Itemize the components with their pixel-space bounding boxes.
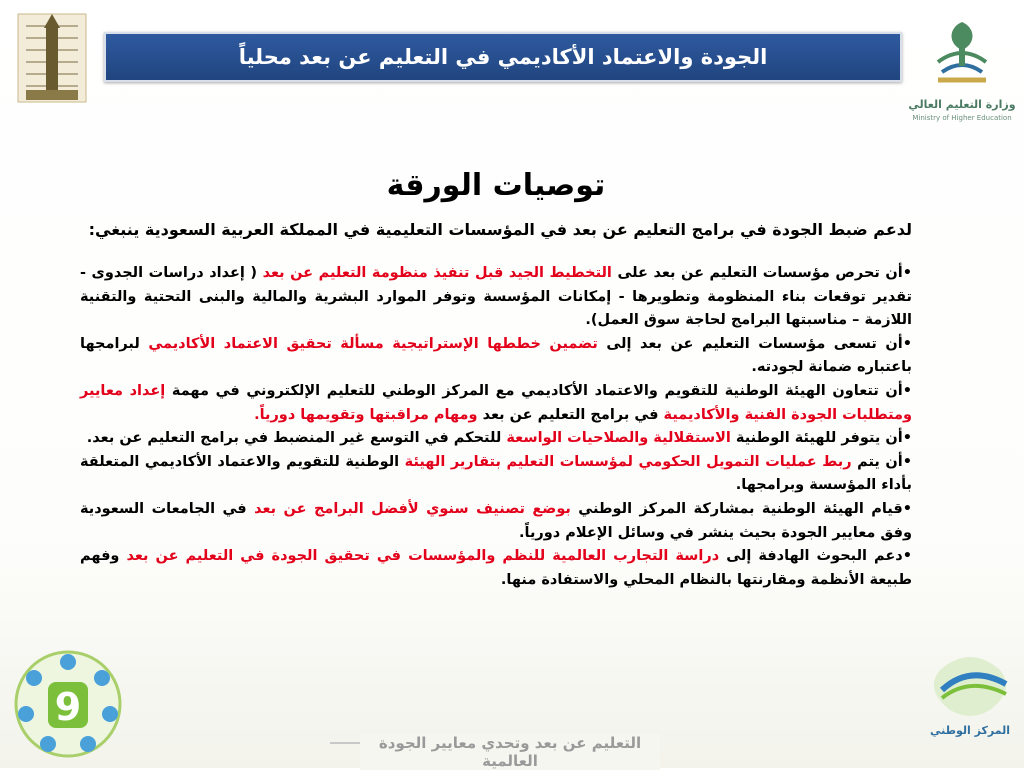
intro-paragraph: لدعم ضبط الجودة في برامج التعليم عن بعد في المؤسسات التعليمية في المملكة العربية السعودية ينبغي: [88,220,912,239]
ministry-emblem-icon [908,14,1016,98]
national-center-name: المركز الوطني [930,724,1010,737]
bullet-highlight: ومهام مراقبتها وتقويمها دورياً. [254,406,478,423]
bullet-highlight: الاستقلالية والصلاحيات الواسعة [506,430,731,447]
bullet-highlight: تضمين خططها الإستراتيجية مسألة تحقيق الاعتماد الأكاديمي [148,335,598,352]
bullet-text: للتحكم في التوسع غير المنضبط في برامج التعليم عن بعد. [86,430,507,447]
page-title: الجودة والاعتماد الأكاديمي في التعليم عن بعد محلياً [238,45,768,69]
ministry-logo [908,14,1016,124]
section-title: توصيات الورقة [386,168,606,203]
national-center-emblem-icon [920,640,1020,724]
bullet-item [80,333,912,380]
bullet-highlight: إعداد معايير ومتطلبات الجودة الفنية والأكاديمية [80,382,912,423]
bullet-text: •أن تتعاون الهيئة الوطنية للتقويم والاعتماد الأكاديمي مع المركز الوطني للتعليم الإلكتروني في مهمة [165,382,912,399]
mosque-emblem-icon [16,12,88,104]
ministry-name-en: Ministry of Higher Education [912,114,1012,122]
bullet-text: •أن تحرص مؤسسات التعليم عن بعد على [611,265,912,281]
bullet-item [80,498,912,545]
recommendations-content [80,168,912,592]
bullet-text: في الجامعات السعودية وفق معايير الجودة بحيث ينشر في وسائل الإعلام دورياً. [80,500,912,541]
bullet-item [80,545,912,592]
bullet-text: لبرامجها باعتباره ضمانة لجودته. [80,335,912,376]
bullet-text: •قيام الهيئة الوطنية بمشاركة المركز الوطني [570,500,912,517]
bullet-highlight: دراسة التجارب العالمية للنظم والمؤسسات في تحقيق الجودة في التعليم عن بعد [126,548,720,565]
ministry-name: وزارة التعليم العالي [908,98,1016,111]
bullet-text: ( إعداد دراسات الجدوى - تقدير توقعات بناء المنظومة وتطويرها - إمكانات المؤسسة وتوفر الموارد البشرية والمالية والبنى التحتية والتقنية اللازمة – مناسبتها البرامج لحاجة سوق العمل). [80,265,912,329]
svg-text:9: 9 [54,685,82,729]
bullet-highlight: ربط عمليات التمويل الحكومي لمؤسسات التعليم بتقارير الهيئة [404,453,852,470]
bullet-highlight: التخطيط الجيد قبل تنفيذ منظومة التعليم عن بعد [262,265,612,281]
bullet-text: •دعم البحوث الهادفة إلى [719,548,913,565]
bullet-item [80,380,912,427]
bullet-item [80,427,912,451]
bullet-item [80,451,912,498]
bullet-text: •أن يتوفر للهيئة الوطنية [730,430,912,447]
national-center-logo [920,640,1020,760]
bullet-text: وفهم طبيعة الأنظمة ومقارنتها بالنظام المحلي والاستفادة منها. [80,548,912,588]
bullet-text: •أن تسعى مؤسسات التعليم عن بعد إلى [597,335,912,352]
bullet-highlight: بوضع تصنيف سنوي لأفضل البرامج عن بعد [254,500,571,517]
bullet-text: الوطنية للتقويم والاعتماد الأكاديمي المتعلقة بأداء المؤسسة وبرامجها. [80,453,912,494]
footer-slogan: التعليم عن بعد وتحدي معايير الجودة العالمية [360,734,660,770]
nine-emblem-icon [12,648,124,760]
bullet-text: في برامج التعليم عن بعد [477,406,664,423]
bullet-text: •أن يتم [851,453,912,470]
header-bar [104,32,902,82]
bullet-item [80,262,912,333]
